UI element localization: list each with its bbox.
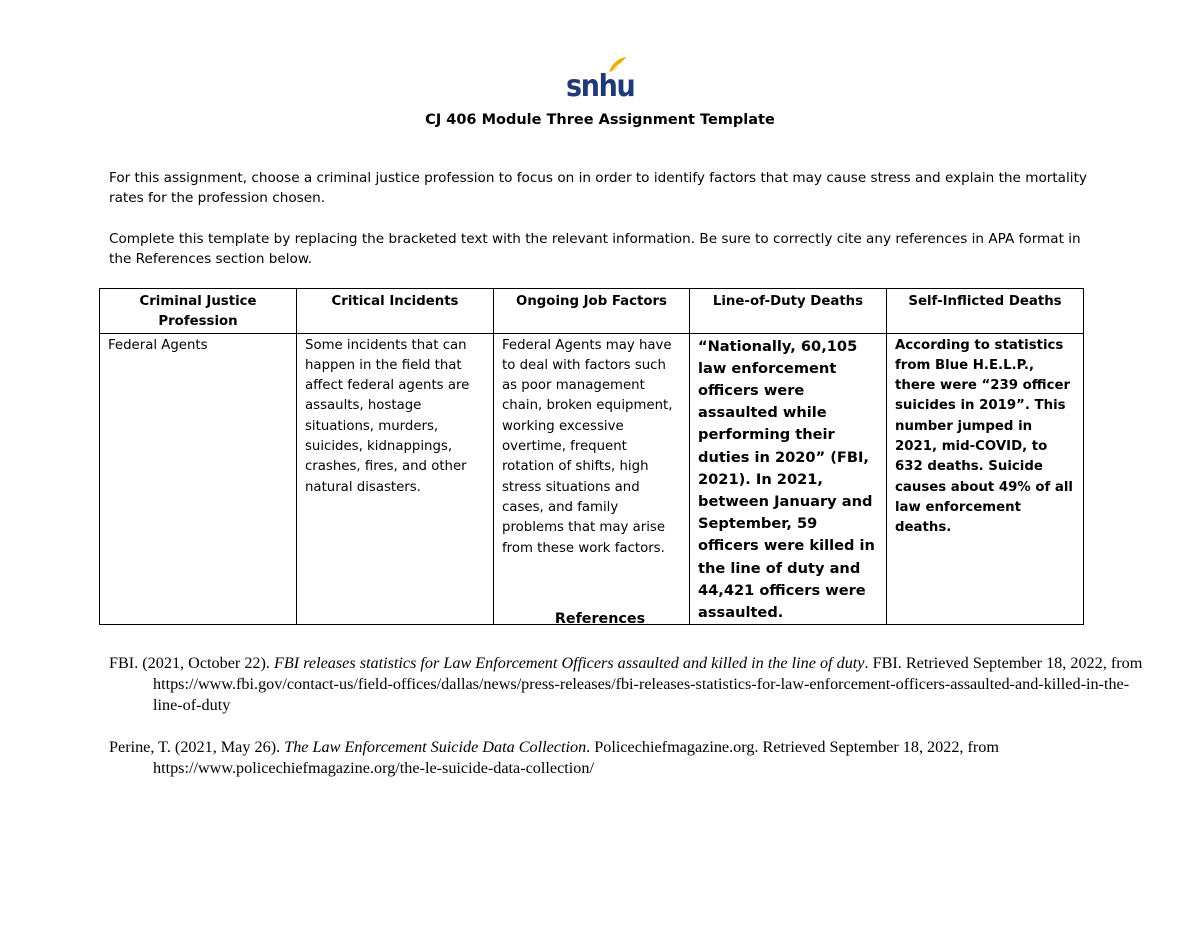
snhu-logo <box>566 56 636 104</box>
reference-source: . FBI. Retrieved September 18, 2022, from https://www.fbi.gov/contact-us/field-offices/dallas/news/press-releases/fbi-releases-statistics-for-law-enforcement-officers-assaulted-and-killed-in-the-line-of-duty <box>153 654 1143 714</box>
reference-entry <box>109 653 1143 716</box>
table-row <box>100 333 1084 625</box>
header-profession: Criminal Justice Profession <box>100 289 297 334</box>
references-heading: References <box>554 611 646 627</box>
table-header-row <box>100 289 1084 334</box>
reference-title: The Law Enforcement Suicide Data Collection <box>284 738 587 756</box>
header-self-inflicted-deaths: Self-Inflicted Deaths <box>887 289 1084 334</box>
reference-author-date: FBI. (2021, October 22). <box>109 654 274 672</box>
reference-author-date: Perine, T. (2021, May 26). <box>109 738 285 756</box>
instructions-paragraph-2: Complete this template by replacing the bracketed text with the relevant information. Be sure to correctly cite any references in APA format in the References section below. <box>109 231 1081 267</box>
assignment-table <box>99 288 1084 625</box>
cell-critical-incidents: Some incidents that can happen in the field that affect federal agents are assaults, hostage situations, murders, suicides, kidnappings, crashes, fires, and other natural disasters. <box>297 333 494 625</box>
logo-wordmark: snhu <box>566 69 635 104</box>
document-title: CJ 406 Module Three Assignment Template <box>425 112 775 128</box>
instructions-paragraph-1: For this assignment, choose a criminal justice profession to focus on in order to identify factors that may cause stress and explain the mortality rates for the profession chosen. <box>109 170 1087 206</box>
cell-line-of-duty-deaths: “Nationally, 60,105 law enforcement officers were assaulted while performing their duties in 2020” (FBI, 2021). In 2021, between January and September, 59 officers were killed in the line of duty and 44,421 officers were assaulted. <box>690 333 887 625</box>
cell-ongoing-job-factors: Federal Agents may have to deal with factors such as poor management chain, broken equipment, working excessive overtime, frequent rotation of shifts, high stress situations and cases, and family problems that may arise from these work factors. <box>494 333 690 625</box>
header-ongoing-job-factors: Ongoing Job Factors <box>494 289 690 334</box>
cell-profession: Federal Agents <box>100 333 297 625</box>
header-critical-incidents: Critical Incidents <box>297 289 494 334</box>
reference-entry <box>109 737 1143 779</box>
reference-source: . Policechiefmagazine.org. Retrieved September 18, 2022, from https://www.policechiefmagazine.org/the-le-suicide-data-collection/ <box>153 738 999 777</box>
header-line-of-duty-deaths: Line-of-Duty Deaths <box>690 289 887 334</box>
cell-self-inflicted-deaths: According to statistics from Blue H.E.L.P., there were “239 officer suicides in 2019”. This number jumped in 2021, mid-COVID, to 632 deaths. Suicide causes about 49% of all law enforcement deaths. <box>887 333 1084 625</box>
reference-title: FBI releases statistics for Law Enforcement Officers assaulted and killed in the line of duty <box>274 654 865 672</box>
